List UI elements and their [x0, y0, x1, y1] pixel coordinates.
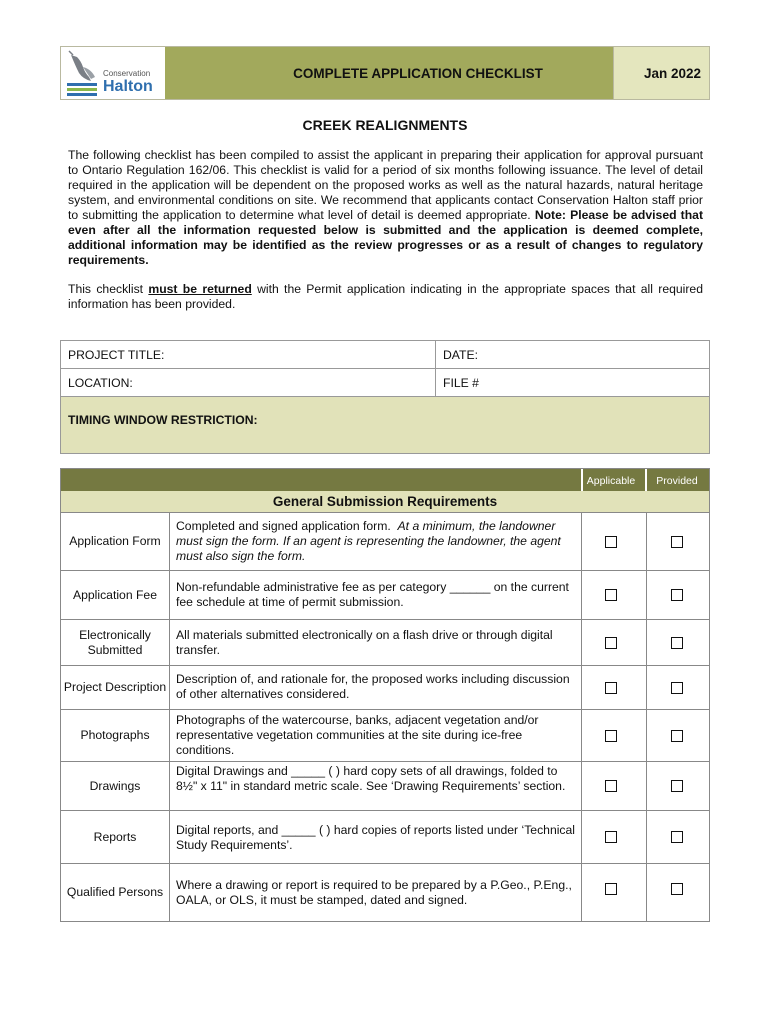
provided-checkbox[interactable] — [671, 637, 683, 649]
row-label: Photographs — [80, 728, 150, 742]
row-label: Qualified Persons — [66, 885, 164, 899]
table-row — [61, 811, 709, 864]
header-title: COMPLETE APPLICATION CHECKLIST — [165, 47, 671, 99]
provided-checkbox[interactable] — [671, 682, 683, 694]
table-row — [61, 710, 709, 762]
project-info-table — [60, 340, 710, 454]
logo-text-big: Halton — [103, 78, 153, 95]
row-label: Application Form — [69, 534, 161, 548]
provided-checkbox[interactable] — [671, 536, 683, 548]
provided-checkbox[interactable] — [671, 589, 683, 601]
applicable-checkbox[interactable] — [605, 682, 617, 694]
row-description: Digital Drawings and _____ ( ) hard copy sets of all drawings, folded to 8½" x 11" in standard metric scale. See ‘Drawing Requirements’ section. — [176, 764, 566, 793]
col-applicable: Applicable — [586, 475, 636, 487]
section-title: General Submission Requirements — [61, 491, 709, 513]
document-title: CREEK REALIGNMENTS — [302, 117, 468, 133]
return-note-post: with the Permit application indicating in the appropriate spaces that all required information has been provided. — [68, 282, 703, 311]
header-date: Jan 2022 — [613, 47, 709, 99]
intro-text: The following checklist has been compiled to assist the applicant in preparing their application for approval pursuant to Ontario Regulation 162/06. This checklist is valid for a period of six months following issuance. The level of detail required in the application will be dependent on the proposed works as well as the natural hazards, natural heritage system, and environmental conditions on site. We recommend that applicants contact Conservation Halton staff prior to submitting the application to determine what level of detail is deemed appropriate. — [68, 148, 703, 222]
row-description: Digital reports, and _____ ( ) hard copies of reports listed under ‘Technical Study Requirements’. — [176, 823, 576, 852]
file-number-field[interactable]: FILE # — [443, 376, 479, 390]
table-row — [61, 620, 709, 666]
row-label: Drawings — [89, 778, 141, 793]
conservation-halton-logo — [61, 47, 166, 99]
table-row — [61, 666, 709, 710]
row-label: Project Description — [63, 680, 167, 694]
provided-checkbox[interactable] — [671, 831, 683, 843]
row-description: All materials submitted electronically on a flash drive or through digital transfer. — [176, 628, 553, 657]
table-row — [61, 571, 709, 620]
logo-text-small: Conservation — [103, 69, 151, 78]
return-note — [68, 282, 703, 312]
header-banner — [60, 46, 710, 100]
applicable-checkbox[interactable] — [605, 883, 617, 895]
provided-checkbox[interactable] — [671, 883, 683, 895]
applicable-checkbox[interactable] — [605, 536, 617, 548]
col-provided: Provided — [656, 475, 698, 487]
applicable-checkbox[interactable] — [605, 831, 617, 843]
location-field[interactable]: LOCATION: — [68, 376, 133, 390]
applicable-checkbox[interactable] — [605, 780, 617, 792]
provided-checkbox[interactable] — [671, 780, 683, 792]
timing-label: TIMING WINDOW RESTRICTION: — [68, 413, 258, 427]
table-row — [61, 864, 709, 921]
provided-checkbox[interactable] — [671, 730, 683, 742]
project-info-row — [61, 341, 709, 369]
row-label: Reports — [93, 829, 137, 844]
checklist-header — [61, 469, 709, 491]
row-label: Electronically Submitted — [79, 627, 151, 657]
applicable-checkbox[interactable] — [605, 637, 617, 649]
applicable-checkbox[interactable] — [605, 589, 617, 601]
timing-window-restriction[interactable] — [61, 397, 709, 453]
row-description: Non-refundable administrative fee as per category ______ on the current fee schedule at time of permit submission. — [176, 580, 569, 609]
row-description: Photographs of the watercourse, banks, adjacent vegetation and/or representative vegetation communities at the site during ice-free conditions. — [176, 713, 539, 757]
intro-note: Note: Please be advised that even after all the information requested below is submitted and the application is deemed complete, additional information may be identified as the review progresses or as a result of changes to regulatory requirements. — [68, 208, 703, 267]
checklist-table — [60, 468, 710, 922]
table-row — [61, 513, 709, 571]
intro-paragraph — [68, 148, 703, 268]
row-description: Completed and signed application form. At a minimum, the landowner must sign the form. If an agent is representing the landowner, the agent must also sign the form. — [176, 519, 561, 563]
row-label: Application Fee — [72, 587, 157, 602]
applicable-checkbox[interactable] — [605, 730, 617, 742]
return-note-emphasis: must be returned — [148, 282, 252, 296]
table-row — [61, 762, 709, 811]
row-description: Description of, and rationale for, the proposed works including discussion of other alternatives considered. — [176, 672, 570, 701]
return-note-pre: This checklist — [68, 282, 149, 296]
row-description: Where a drawing or report is required to be prepared by a P.Geo., P.Eng., OALA, or OLS, it must be stamped, dated and signed. — [176, 878, 572, 907]
project-info-row — [61, 369, 709, 397]
date-field[interactable]: DATE: — [443, 348, 478, 362]
project-title-field[interactable]: PROJECT TITLE: — [68, 348, 165, 362]
